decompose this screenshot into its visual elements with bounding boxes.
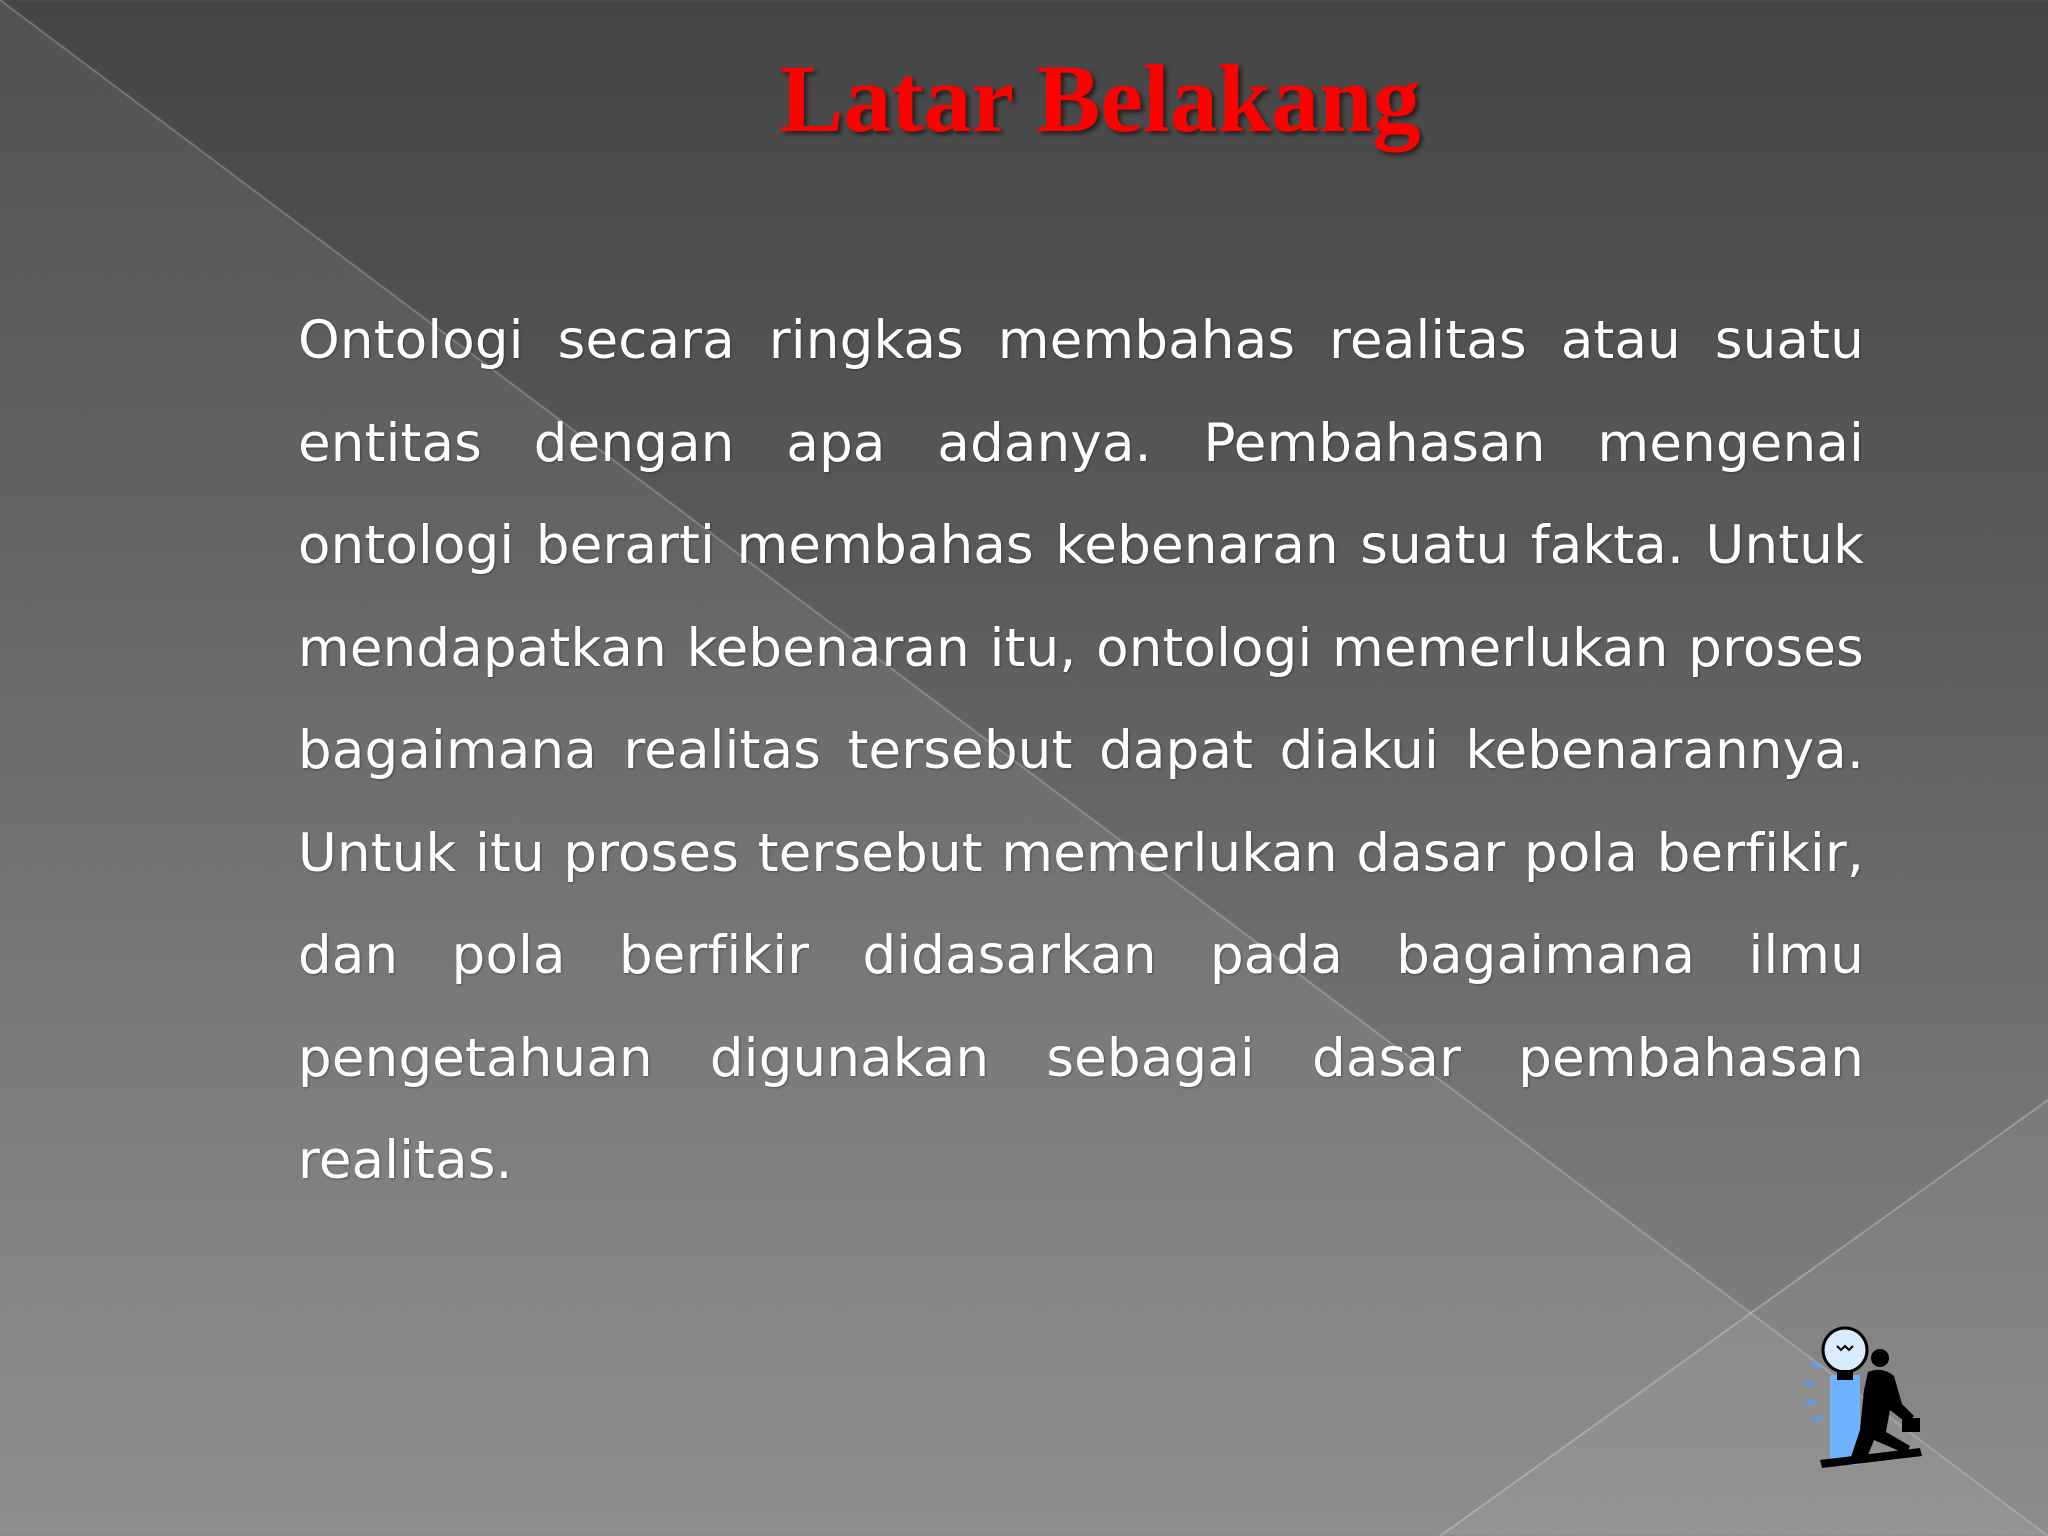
slide-title: Latar Belakang (779, 45, 1421, 152)
businessman-lightbulb-icon (1790, 1320, 1940, 1470)
body-paragraph: Ontologi secara ringkas membahas realitas atau suatu entitas dengan apa adanya. Pembahasan mengenai ontologi berarti membahas kebenaran suatu fakta. Untuk mendapatkan kebenaran itu, ontologi memerlukan proses bagaimana realitas tersebut dapat diakui kebenarannya. Untuk itu proses tersebut memerlukan dasar pola berfikir, dan pola berfikir didasarkan pada bagaimana ilmu pengetahuan digunakan sebagai dasar pembahasan realitas. (298, 310, 1864, 1191)
